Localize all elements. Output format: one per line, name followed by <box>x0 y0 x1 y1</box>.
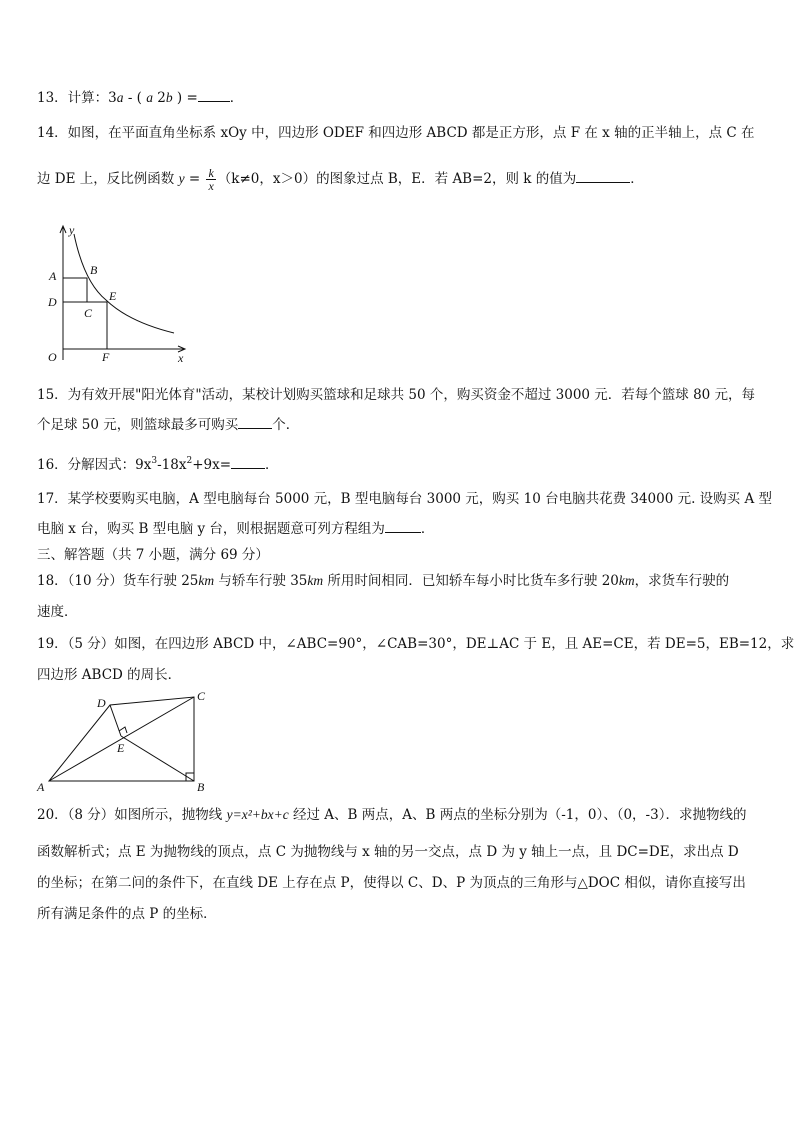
q14-end: ． <box>630 171 644 187</box>
q16-mid1: -18x <box>157 457 187 473</box>
q18-line1 <box>37 572 729 590</box>
section-3-title: 三、解答题（共 7 小题，满分 69 分） <box>37 547 269 563</box>
q17-end: ． <box>420 521 435 537</box>
fig19-label-a: A <box>37 780 45 794</box>
q16-sup2: 2 <box>186 456 193 466</box>
q18-p2: 与轿车行驶 35 <box>214 573 308 589</box>
q14-func-y: y <box>178 171 185 186</box>
q20-line3: 的坐标；在第二问的条件下，在直线 DE 上存在点 P，使得以 C、D、P 为顶点的三角形与△DOC 相似，请你直接写出 <box>37 875 746 891</box>
q20-line4: 所有满足条件的点 P 的坐标． <box>37 906 217 922</box>
q16-sup1: 3 <box>151 456 158 466</box>
q18-unit3: km <box>618 573 635 588</box>
q18-p1: 18．（10 分）货车行驶 25 <box>37 573 199 589</box>
segment-eb <box>121 736 194 781</box>
q15-line2-pre: 个足球 50 元，则篮球最多可购买 <box>37 417 239 433</box>
q13-suffix: ) = <box>172 90 198 106</box>
q18-unit1: km <box>198 573 215 588</box>
q17-line2-pre: 电脑 x 台，购买 B 型电脑 y 台，则根据题意可列方程组为 <box>37 521 385 537</box>
q13-b: b <box>165 90 173 105</box>
right-angle-e <box>119 727 127 733</box>
fig14-label-b: B <box>90 263 98 277</box>
fig14-label-d: D <box>48 295 57 309</box>
fig14-label-y: y <box>69 223 75 237</box>
q14-func-eq: = <box>184 171 205 187</box>
fig14-label-o: O <box>48 350 57 364</box>
fig19-label-d: D <box>97 696 106 710</box>
q18-p4: ，求货车行驶的 <box>634 573 730 589</box>
q15-line1: 15．为有效开展"阳光体育"活动，某校计划购买篮球和足球共 50 个，购买资金不超过 3000 元．若每个篮球 80 元，每 <box>37 387 756 403</box>
q16-answer-blank <box>231 456 265 469</box>
q20-equation: y=x²+bx+c <box>226 807 289 822</box>
q13-a1: a <box>116 90 124 105</box>
q17-answer-blank <box>385 520 421 533</box>
q20-line1-b: 经过 A、B 两点，A、B 两点的坐标分别为（-1，0）、（0，-3）．求抛物线的 <box>288 807 747 823</box>
q17-line2 <box>37 520 434 538</box>
q16-pre: 16．分解因式：9x <box>37 457 152 473</box>
q14-line2 <box>37 164 644 194</box>
diagonal-ac <box>49 697 194 781</box>
q13-a2: a <box>146 90 153 105</box>
fig14-label-f: F <box>102 350 110 364</box>
fig19-label-b: B <box>197 780 205 794</box>
q20-line1-a: 20．（8 分）如图所示，抛物线 <box>37 807 227 823</box>
fig14-label-a: A <box>49 269 57 283</box>
fig14-label-e: E <box>109 289 117 303</box>
q19-line1: 19．（5 分）如图，在四边形 ABCD 中，∠ABC=90°，∠CAB=30°，DE⊥AC 于 E，且 AE=CE，若 DE=5，EB=12，求 <box>37 636 794 652</box>
q14-figure <box>34 222 194 368</box>
fig19-label-c: C <box>197 689 206 703</box>
square-abcd <box>63 278 87 302</box>
fig19-label-e: E <box>117 741 125 755</box>
q13-minus: - ( <box>123 90 147 106</box>
q16-end: ． <box>265 457 279 473</box>
q18-unit2: km <box>307 573 324 588</box>
q17-line1: 17．某学校要购买电脑，A 型电脑每台 5000 元，B 型电脑每台 3000 元，购买 10 台电脑共花费 34000 元. 设购买 A 型 <box>37 491 773 507</box>
q19-figure <box>34 688 214 796</box>
q14-fraction <box>206 167 215 192</box>
q19-line2: 四边形 ABCD 的周长． <box>37 667 182 683</box>
q13-end: ． <box>229 90 244 106</box>
q15-line2-post: 个． <box>272 417 300 433</box>
q15-answer-blank <box>238 416 272 429</box>
q20-line2: 函数解析式；点 E 为抛物线的顶点，点 C 为抛物线与 x 轴的另一交点，点 D 为 y 轴上一点，且 DC=DE，求出点 D <box>37 844 739 860</box>
fig14-label-c: C <box>84 306 93 320</box>
q14-answer-blank <box>576 170 630 183</box>
q13-answer-blank <box>198 89 230 102</box>
q14-line2-pre: 边 DE 上，反比例函数 <box>37 171 179 187</box>
q14-line2-post: （k≠0，x＞0）的图象过点 B，E．若 AB=2，则 k 的值为 <box>217 171 577 187</box>
q14-frac-num: k <box>208 166 214 180</box>
q13-mid: 2 <box>152 90 166 106</box>
question-13 <box>37 89 243 107</box>
q18-p3: 所用时间相同．已知轿车每小时比货车多行驶 20 <box>323 573 619 589</box>
q18-line2: 速度． <box>37 604 78 620</box>
q16-mid2: +9x= <box>192 457 232 473</box>
question-16 <box>37 452 279 474</box>
q15-line2 <box>37 416 299 434</box>
q20-line1 <box>37 806 746 824</box>
q13-prefix: 13．计算：3 <box>37 90 117 106</box>
fig14-label-x: x <box>178 351 184 365</box>
q14-frac-den: x <box>208 179 214 193</box>
q14-line1: 14．如图，在平面直角坐标系 xOy 中，四边形 ODEF 和四边形 ABCD 都是正方形，点 F 在 x 轴的正半轴上，点 C 在 <box>37 125 755 141</box>
